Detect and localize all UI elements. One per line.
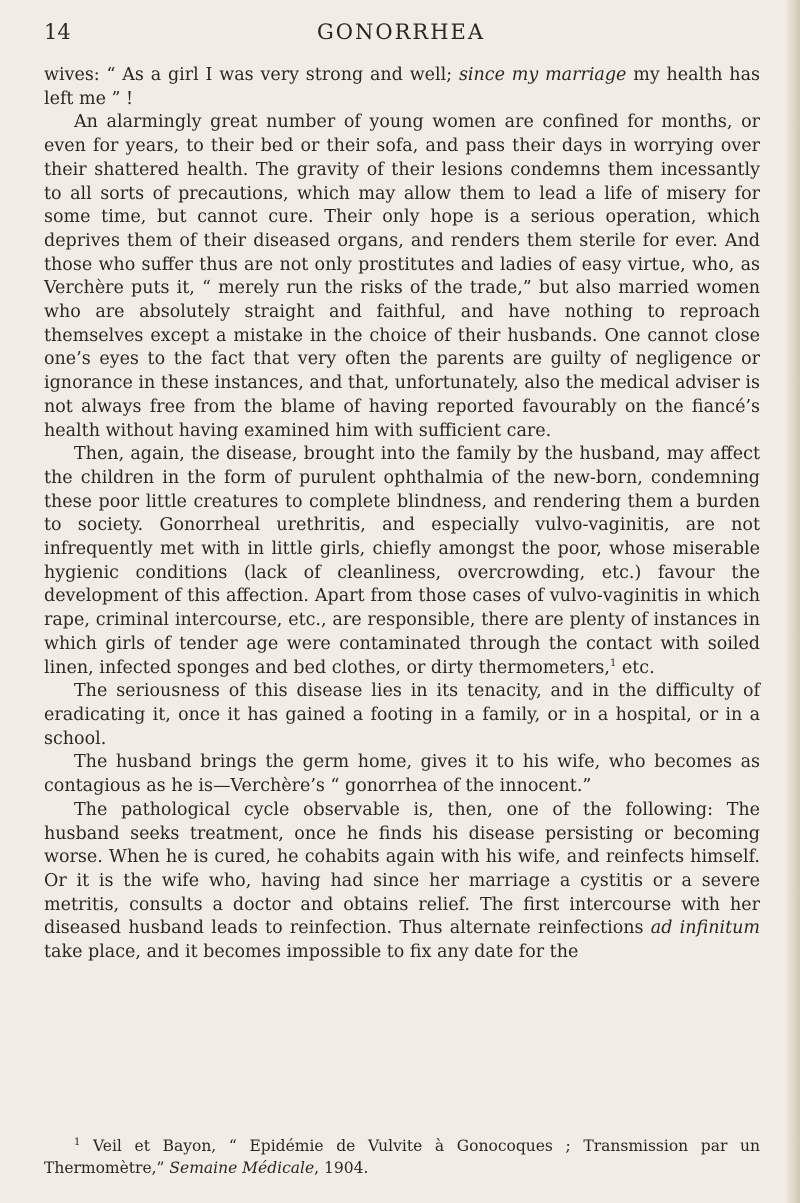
- page-edge-shadow: [786, 0, 800, 1203]
- text-run: , 1904.: [314, 1158, 369, 1177]
- text-run: The seriousness of this disease lies in its tenacity, and in the difficulty of eradicating it, once it has gained a footing in a family, or in a hospital, or in a school.: [44, 681, 760, 749]
- text-run: take place, and it becomes impossible to fix any date for the: [44, 942, 579, 963]
- italic-text: ad infinitum: [650, 918, 760, 939]
- footnote-marker: 1: [609, 657, 617, 669]
- text-run: wives: “ As a girl I was very strong and well;: [44, 65, 459, 85]
- text-run: The pathological cycle observable is, then, one of the following: The husband seeks treatment, once he finds his disease persisting or becoming worse. When he is cured, he cohabits again with his wife, and reinfects himself. Or it is the wife who, having had since her marriage a cystitis or a severe metritis, consults a doctor and obtains relief. The first intercourse with her diseased husband leads to reinfection. Thus alternate reinfections: [44, 799, 760, 939]
- paragraph: [44, 443, 760, 680]
- paragraph: [44, 64, 760, 111]
- running-title: GONORRHEA: [316, 20, 485, 44]
- body-text: [44, 64, 760, 965]
- text-run: An alarmingly great number of young women are confined for months, or even for years, to their bed or their sofa, and pass their days in worrying over their shattered health. The gravity of their lesions condemns them incessantly to all sorts of precautions, which may allow them to lead a life of misery for some time, but cannot cure. Their only hope is a serious operation, which deprives them of their diseased organs, and renders them sterile for ever. And those who suffer thus are not only prostitutes and ladies of easy virtue, who, as Verchère puts it, “ merely run the risks of the trade,” but also married women who are absolutely straight and faithful, and have nothing to reproach themselves except a mistake in the choice of their husbands. One cannot close one’s eyes to the fact that very often the parents are guilty of negligence or ignorance in these instances, and that, unfortunately, also the medical adviser is not always free from the blame of having reported favourably on the fiancé’s health without having examined him with sufficient care.: [44, 112, 760, 441]
- page-number: 14: [44, 20, 71, 44]
- paragraph: [44, 799, 760, 965]
- footnote: [44, 1136, 760, 1179]
- text-run: Then, again, the disease, brought into the family by the husband, may affect the children in the form of purulent ophthalmia of the new-born, condemning these poor little creatures to complete blindness, and rendering them a burden to society. Gonorrheal urethritis, and especially vulvo-vaginitis, are not infrequently met with in little girls, chiefly amongst the poor, whose miserable hygienic conditions (lack of cleanliness, overcrowding, etc.) favour the development of this affection. Apart from those cases of vulvo-vaginitis in which rape, criminal intercourse, etc., are responsible, there are plenty of instances in which girls of tender age were contaminated through the contact with soiled linen, infected sponges and bed clothes, or dirty thermometers,: [44, 444, 760, 678]
- text-run: etc.: [616, 657, 655, 678]
- italic-text: Semaine Médicale: [169, 1158, 315, 1177]
- text-run: The husband brings the germ home, gives it to his wife, who becomes as contagious as he is—Verchère’s “ gonorrhea of the innocent.”: [44, 752, 760, 797]
- paragraph: [44, 751, 760, 798]
- italic-text: since my marriage: [458, 65, 627, 85]
- footnote-marker: 1: [74, 1136, 81, 1148]
- paragraph: [44, 680, 760, 751]
- text-run: my health has left me ” !: [44, 65, 760, 109]
- paragraph: [44, 111, 760, 443]
- text-run: Veil et Bayon, “ Epidémie de Vulvite à Gonocoques ; Transmission par un Thermomètre,”: [44, 1137, 760, 1177]
- page-header: [44, 20, 758, 50]
